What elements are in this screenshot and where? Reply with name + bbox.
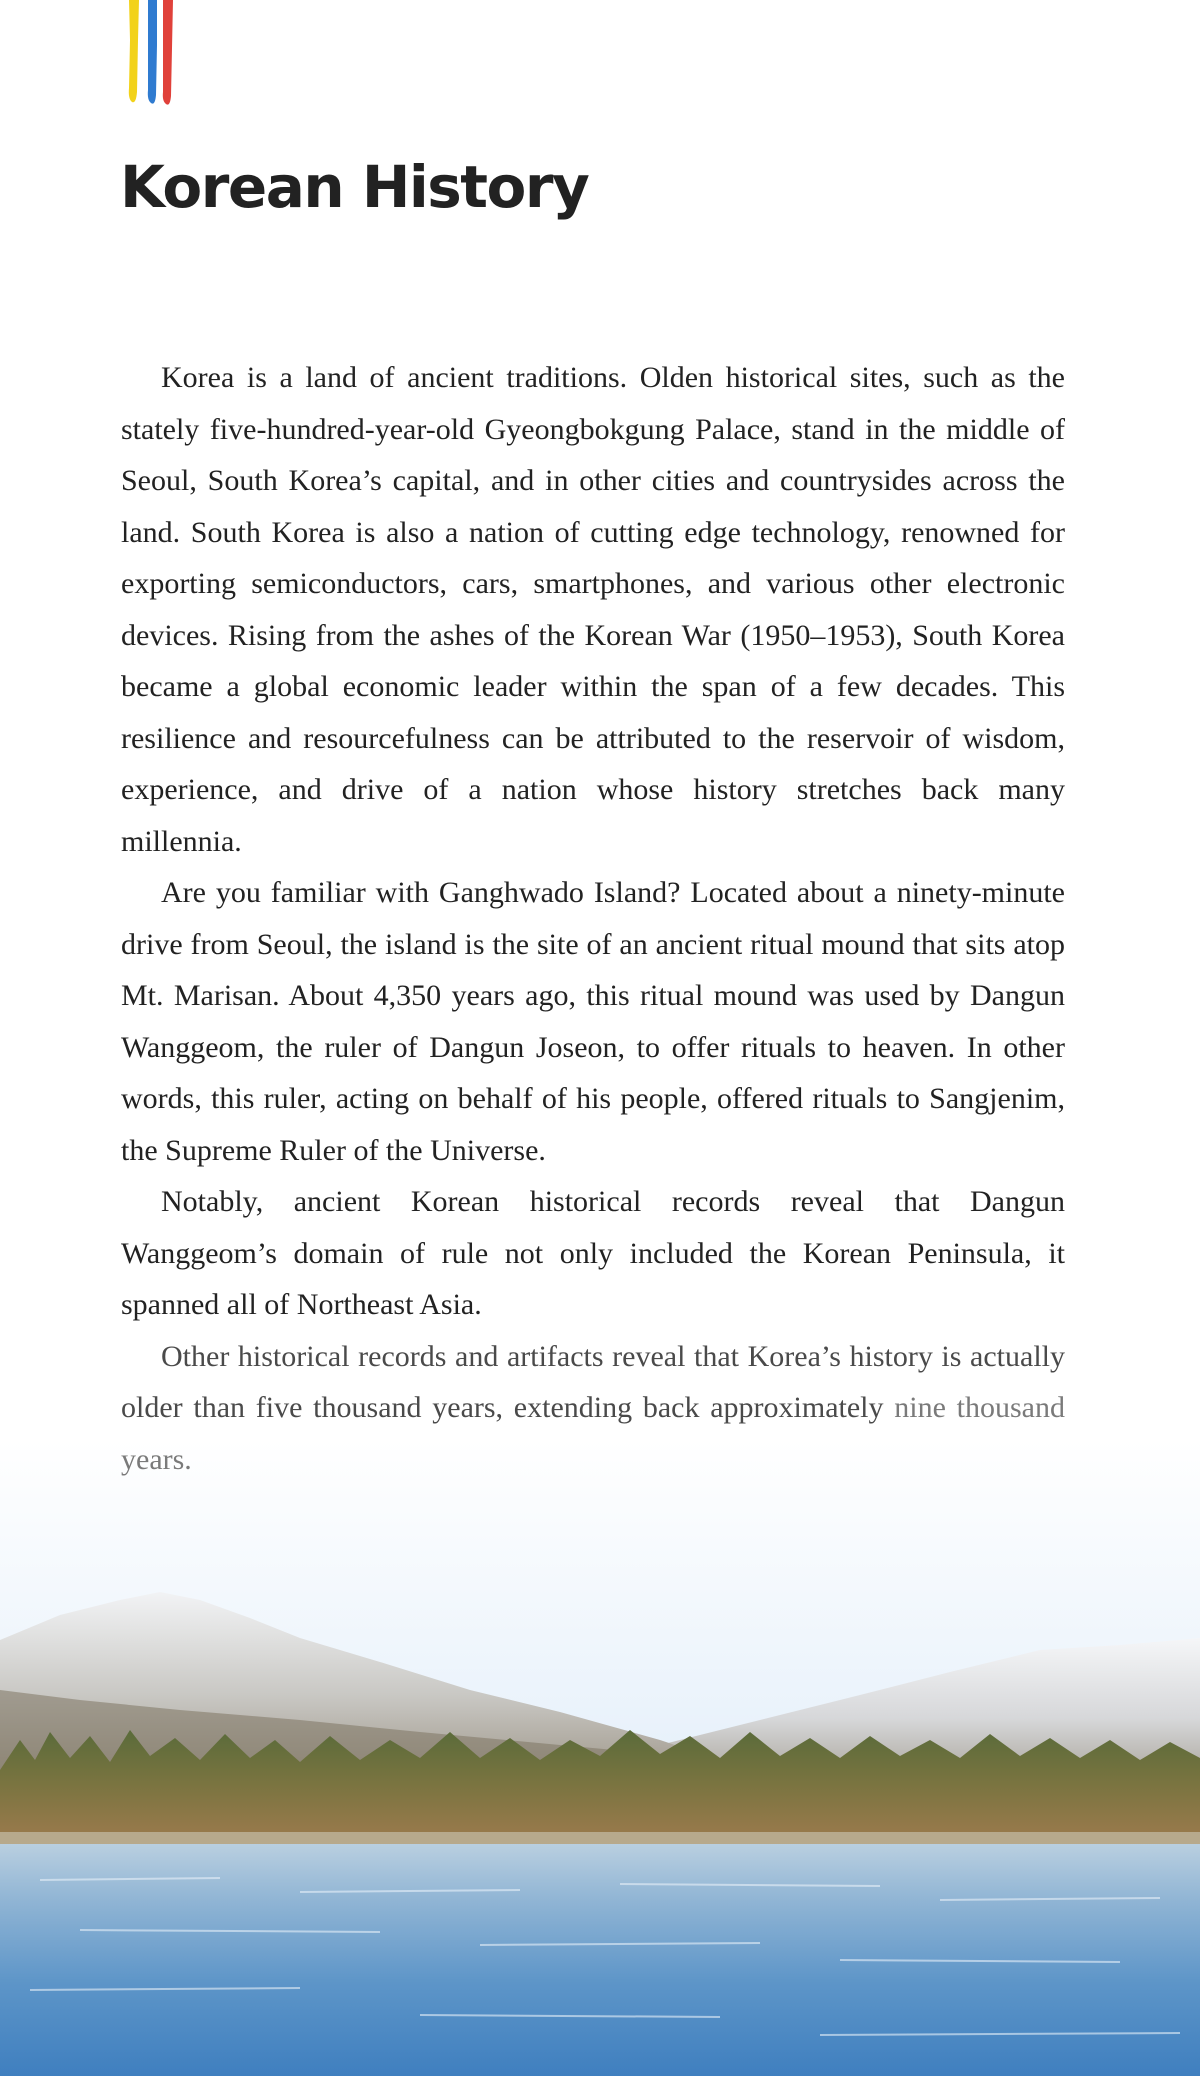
paragraph-4 — [121, 1331, 1065, 1486]
shoreline — [0, 1832, 1200, 1846]
brush-stroke-decoration — [126, 0, 186, 110]
blue-brush-stroke — [148, 0, 157, 104]
paragraph-4-last: nine thousand years. — [121, 1391, 1065, 1476]
page-title: Korean History — [120, 153, 589, 221]
body-text — [121, 352, 1065, 1485]
paragraph-1: Korea is a land of ancient traditions. Olden historical sites, such as the stately five-hundred-year-old Gyeongbokgung Palace, stand in the middle of Seoul, South Korea’s capital, and in other cities and countrysides across the land. South Korea is also a nation of cutting edge technology, renowned for exporting semiconductors, cars, smartphones, and various other electronic devices. Rising from the ashes of the Korean War (1950–1953), South Korea became a global economic leader within the span of a few decades. This resilience and resourcefulness can be attributed to the reservoir of wisdom, experience, and drive of a nation whose history stretches back many millennia. — [121, 361, 1065, 858]
paragraph-3: Notably, ancient Korean historical records reveal that Dangun Wanggeom’s domain of rule not only included the Korean Peninsula, it spanned all of Northeast Asia. — [121, 1185, 1065, 1321]
paragraph-4-main: Other historical records and artifacts reveal that Korea’s history is actually older than five thousand years, extending back approximately — [121, 1339, 1065, 1424]
yellow-brush-stroke — [129, 0, 139, 102]
red-brush-stroke — [163, 0, 173, 105]
paragraph-2: Are you familiar with Ganghwado Island? Located about a ninety-minute drive from Seoul, the island is the site of an ancient ritual mound that sits atop Mt. Marisan. About 4,350 years ago, this ritual mound was used by Dangun Wanggeom, the ruler of Dangun Joseon, to offer rituals to heaven. In other words, this ruler, acting on behalf of his people, offered rituals to Sangjenim, the Supreme Ruler of the Universe. — [121, 876, 1065, 1167]
lake-mountain-landscape-image — [0, 1440, 1200, 2076]
